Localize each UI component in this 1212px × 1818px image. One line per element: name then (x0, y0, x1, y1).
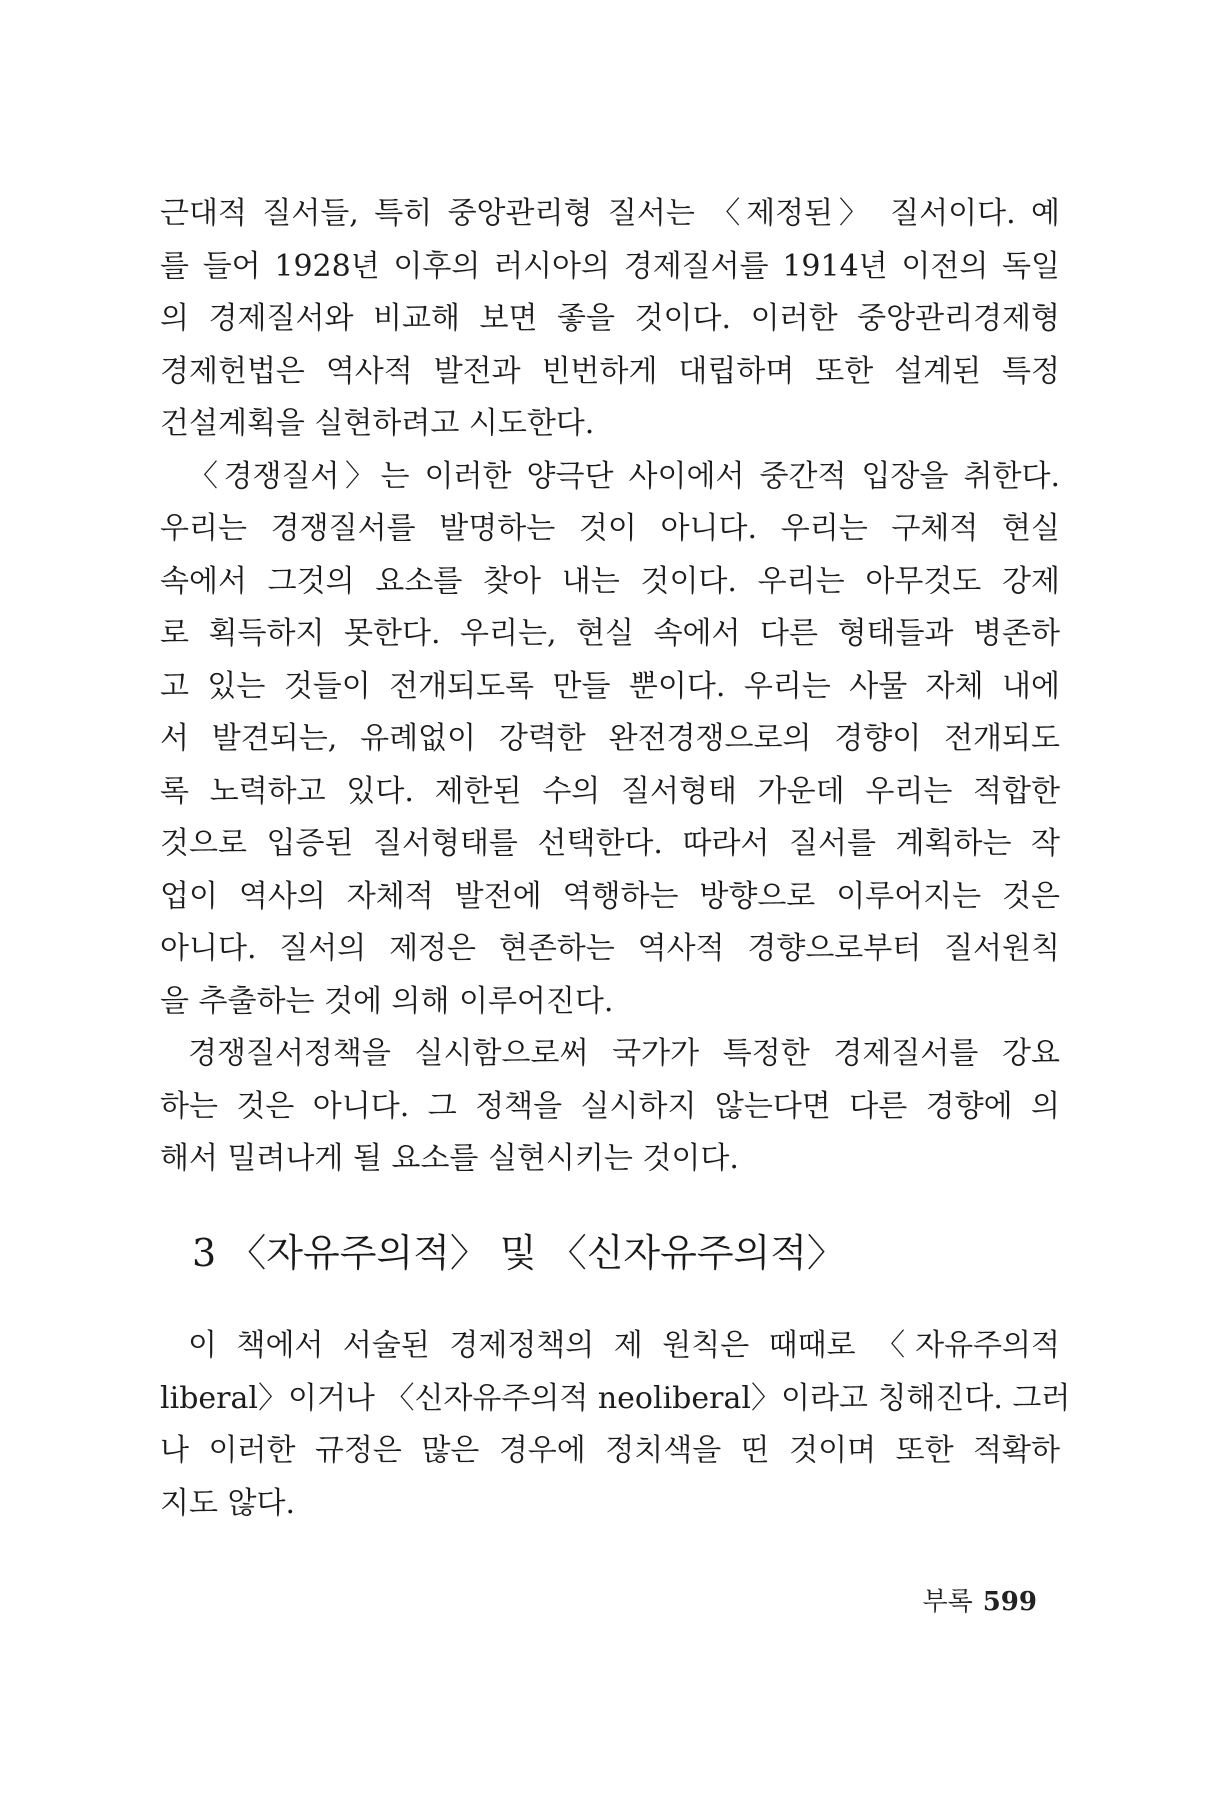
text-line: 해서 밀려나게 될 요소를 실현시키는 것이다. (160, 1141, 739, 1176)
text-line: 경쟁질서정책을 실시함으로써 국가가 특정한 경제질서를 강요 (188, 1036, 1060, 1071)
text-line: 의 경제질서와 비교해 보면 좋을 것이다. 이러한 중앙관리경제형 (160, 301, 1060, 336)
text-line: 지도 않다. (160, 1485, 295, 1521)
text-line: 서 발견되는, 유례없이 강력한 완전경쟁으로의 경향이 전개되도 (160, 721, 1060, 756)
text-line: 를 들어 1928년 이후의 러시아의 경제질서를 1914년 이전의 독일 (160, 248, 1060, 284)
footer-label: 부록 (922, 1587, 973, 1617)
text-line: 업이 역사의 자체적 발전에 역행하는 방향으로 이루어지는 것은 (160, 878, 1060, 914)
text-line: 것으로 입증된 질서형태를 선택한다. 따라서 질서를 계획하는 작 (160, 826, 1060, 861)
text-line: liberal〉이거나 〈신자유주의적 neoliberal〉이라고 칭해진다. 그러 (160, 1380, 1071, 1416)
text-line: 을 추출하는 것에 의해 이루어진다. (160, 983, 614, 1019)
text-line: 록 노력하고 있다. 제한된 수의 질서형태 가운데 우리는 적합한 (160, 773, 1060, 809)
text-line: 건설계획을 실현하려고 시도한다. (160, 406, 595, 441)
section-number: 3 (192, 1231, 217, 1275)
text-line: 하는 것은 아니다. 그 정책을 실시하지 않는다면 다른 경향에 의 (160, 1088, 1060, 1124)
text-line: 속에서 그것의 요소를 찾아 내는 것이다. 우리는 아무것도 강제 (160, 563, 1060, 599)
section-heading (192, 1228, 845, 1278)
text-line: 아니다. 질서의 제정은 현존하는 역사적 경향으로부터 질서원칙 (160, 931, 1060, 966)
text-line: 나 이러한 규정은 많은 경우에 정치색을 띤 것이며 또한 적확하 (160, 1433, 1060, 1468)
text-line: 근대적 질서들, 특히 중앙관리형 질서는 〈제정된〉 질서이다. 예 (160, 196, 1060, 231)
text-line: 우리는 경쟁질서를 발명하는 것이 아니다. 우리는 구체적 현실 (160, 511, 1060, 546)
text-line: 로 획득하지 못한다. 우리는, 현실 속에서 다른 형태들과 병존하 (160, 616, 1060, 651)
page-number: 599 (982, 1587, 1037, 1617)
text-line: 〈경쟁질서〉는 이러한 양극단 사이에서 중간적 입장을 취한다. (188, 458, 1060, 494)
section-title: 〈자유주의적〉 및 〈신자유주의적〉 (228, 1231, 845, 1275)
text-line: 경제헌법은 역사적 발전과 빈번하게 대립하며 또한 설계된 특정 (160, 353, 1060, 389)
text-line: 이 책에서 서술된 경제정책의 제 원칙은 때때로 〈자유주의적 (188, 1328, 1060, 1363)
main-text (160, 188, 1060, 1186)
page-footer (922, 1585, 1037, 1619)
text-line: 고 있는 것들이 전개되도록 만들 뿐이다. 우리는 사물 자체 내에 (160, 668, 1060, 704)
section-text (160, 1320, 1071, 1530)
